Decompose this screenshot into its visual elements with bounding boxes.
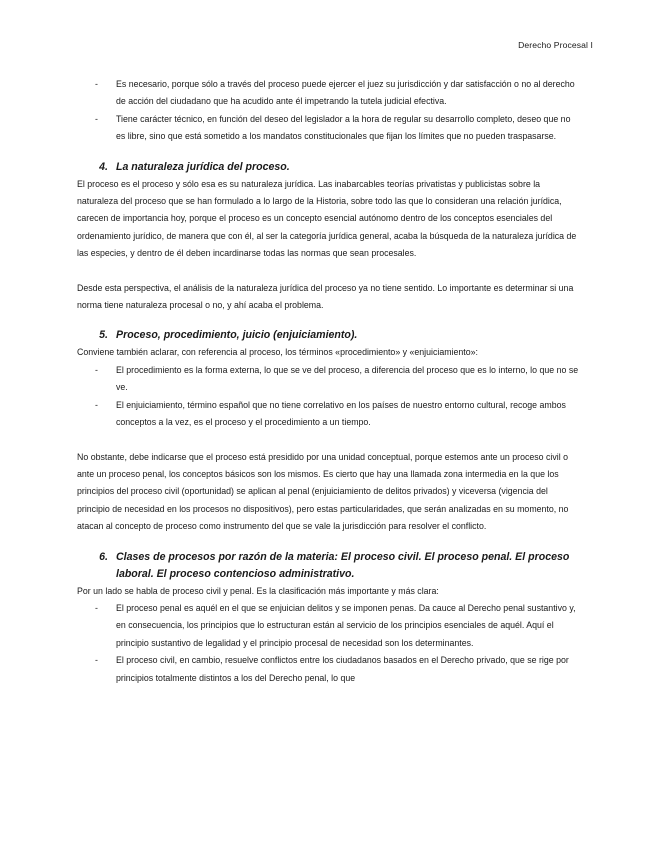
list-item: - Tiene carácter técnico, en función del deseo del legislador a la hora de regular su desarrollo completo, deseo que no es libre, sino que está sometido a los mandatos constitucionales que fijan los límites que no pueden traspasarse. [77,111,582,146]
paragraph: El proceso es el proceso y sólo esa es su naturaleza jurídica. Las inabarcables teorías privatistas y publicistas sobre la naturaleza del proceso que se han formulado a lo largo de la Historia, sobre todo las que lo consideran una relación jurídica, carecen de importancia hoy, porque el proceso es un concepto esencial autónomo dentro de los conceptos esenciales del ordenamiento jurídico, de manera que con él, al ser la categoría jurídica general, acaba la búsqueda de la naturaleza jurídica de las especies, y dentro de él deben incardinarse todas las normas que sean procesales. [77,178,577,259]
bullet-dash: - [95,399,98,410]
bullet-list [77,600,582,687]
bullet-dash: - [95,602,98,613]
bullet-list [77,362,582,432]
paragraph: No obstante, debe indicarse que el proceso está presidido por una unidad conceptual, porque estemos ante un proceso civil o ante un proceso penal, los conceptos básicos son los mismos. Es cierto que hay una llamada zona intermedia en la que los principios del proceso civil (oportunidad) se aplican al penal (enjuiciamiento de delitos privados) y viceversa (vigencia del principio de necesidad en los procesos no dispositivos), pero estas particularidades, que serán analizadas en su momento, no atacan al concepto de proceso como instrumento del que se vale la jurisdicción para resolver el conflicto. [77,451,569,532]
list-item: - El enjuiciamiento, término español que no tiene correlativo en los países de nuestro entorno cultural, recoge ambos conceptos a la vez, es el proceso y el procedimiento a un tiempo. [77,397,582,432]
section-heading-5 [77,327,582,344]
section-number: 5. [99,329,108,342]
section-title: La naturaleza jurídica del proceso. [116,160,290,173]
section-title: Clases de procesos por razón de la materia: El proceso civil. El proceso penal. El proceso laboral. El proceso contencioso administrativo. [116,550,570,580]
section-heading-6 [77,549,582,583]
list-item: - El procedimiento es la forma externa, lo que se ve del proceso, a diferencia del proceso que es lo interno, lo que no se ve. [77,362,582,397]
page-body [77,76,582,687]
list-item: - El proceso civil, en cambio, resuelve conflictos entre los ciudadanos basados en el Derecho privado, que se rige por principios totalmente distintos a los del Derecho penal, lo que [77,652,582,687]
section-number: 6. [99,550,108,563]
paragraph: Conviene también aclarar, con referencia al proceso, los términos «procedimiento» y «enjuiciamiento»: [77,347,478,358]
section-heading-4 [77,159,582,176]
list-item: - El proceso penal es aquél en el que se enjuician delitos y se imponen penas. Da cauce al Derecho penal sustantivo y, en consecuencia, los principios que lo estructuran están al servicio de los principios esenciales de aquél. Aquí el principio sustantivo de legalidad y el principio procesal de necesidad son los determinantes. [77,600,582,652]
running-header: Derecho Procesal I [518,40,593,50]
bullet-dash: - [95,113,98,124]
bullet-dash: - [95,364,98,375]
bullet-list [77,76,582,146]
section-number: 4. [99,160,108,173]
paragraph: Por un lado se habla de proceso civil y penal. Es la clasificación más importante y más clara: [77,585,439,596]
list-item: - Es necesario, porque sólo a través del proceso puede ejercer el juez su jurisdicción y dar satisfacción o no al derecho de acción del ciudadano que ha acudido ante él impetrando la tutela judicial efectiva. [77,76,582,111]
bullet-dash: - [95,79,98,89]
paragraph: Desde esta perspectiva, el análisis de la naturaleza jurídica del proceso ya no tiene sentido. Lo importante es determinar si una norma tiene naturaleza procesal o no, y ahí acaba el problema. [77,282,574,311]
section-title: Proceso, procedimiento, juicio (enjuiciamiento). [116,329,358,342]
bullet-dash: - [95,655,98,666]
